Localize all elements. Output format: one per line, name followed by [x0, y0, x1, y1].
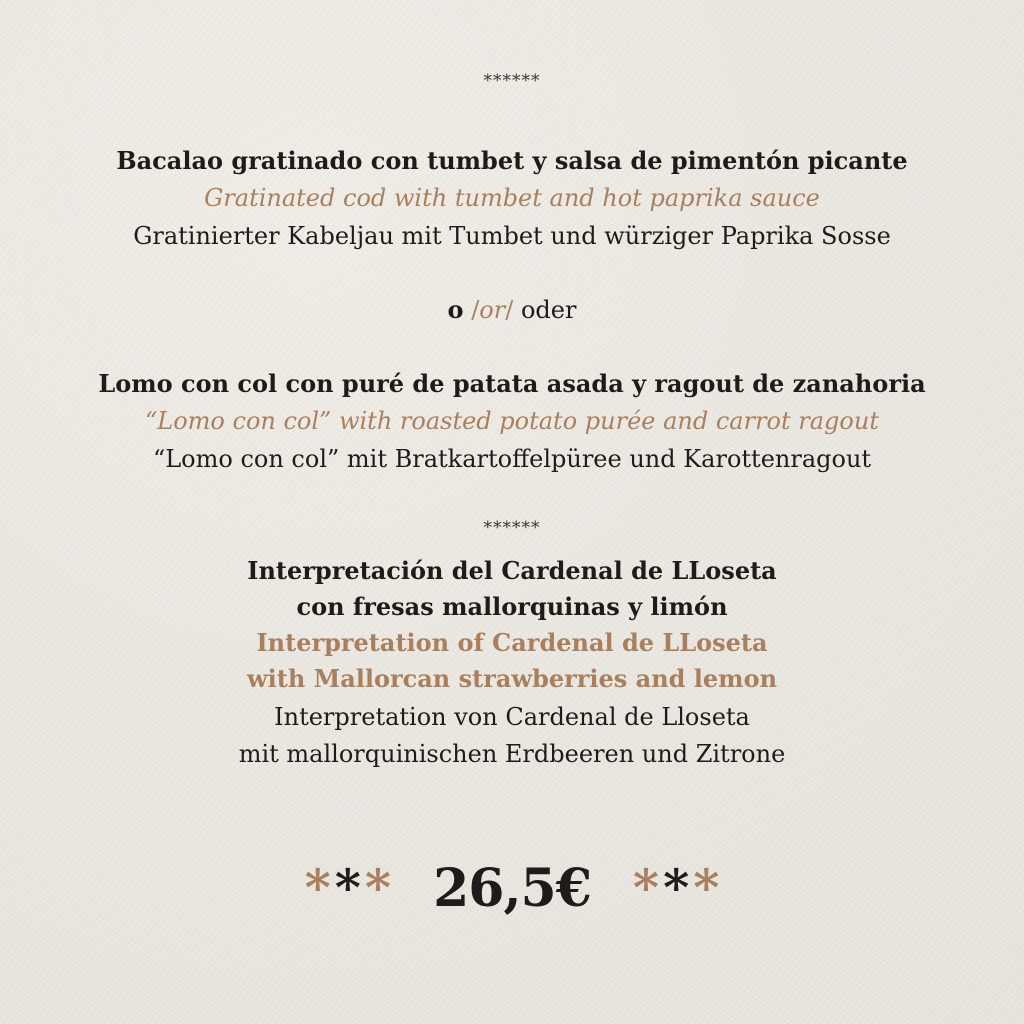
or-slash-left: / [471, 296, 480, 324]
dessert-english-line1: Interpretation of Cardenal de LLoseta [256, 628, 768, 657]
or-line [0, 295, 1024, 325]
separator-top: ****** [483, 71, 541, 91]
or-spanish: o [447, 295, 464, 324]
dish2-german: “Lomo con col” mit Bratkartoffelpüree und Karottenragout [152, 445, 872, 473]
dessert-spanish-line2: con fresas mallorquinas y limón [296, 592, 728, 621]
star-icon: * [364, 858, 392, 917]
star-icon: * [693, 858, 720, 917]
dessert-spanish-line1: Interpretación del Cardenal de LLoseta [247, 556, 777, 585]
star-icon: * [632, 858, 660, 917]
dish1-spanish: Bacalao gratinado con tumbet y salsa de pimentón picante [116, 146, 908, 175]
or-german: oder [520, 296, 577, 324]
or-english: or [479, 296, 506, 324]
stars-right [632, 858, 720, 917]
menu-price: 26,5€ [433, 857, 591, 919]
star-icon: * [334, 858, 361, 917]
star-icon: * [304, 858, 331, 917]
stars-left [304, 858, 392, 917]
dessert-german-line1: Interpretation von Cardenal de Lloseta [274, 703, 750, 731]
dish1-german: Gratinierter Kabeljau mit Tumbet und würziger Paprika Sosse [133, 222, 891, 250]
dessert-english-line2: with Mallorcan strawberries and lemon [246, 664, 778, 693]
dish2-spanish: Lomo con col con puré de patata asada y ragout de zanahoria [98, 369, 926, 398]
star-icon: * [663, 858, 690, 917]
price-row [0, 848, 1024, 928]
separator-middle: ****** [483, 518, 541, 538]
dish1-english: Gratinated cod with tumbet and hot paprika sauce [204, 184, 820, 212]
dessert-german-line2: mit mallorquinischen Erdbeeren und Zitrone [238, 740, 786, 768]
or-slash-right: / [505, 296, 514, 324]
dish2-english: “Lomo con col” with roasted potato purée and carrot ragout [145, 407, 879, 435]
